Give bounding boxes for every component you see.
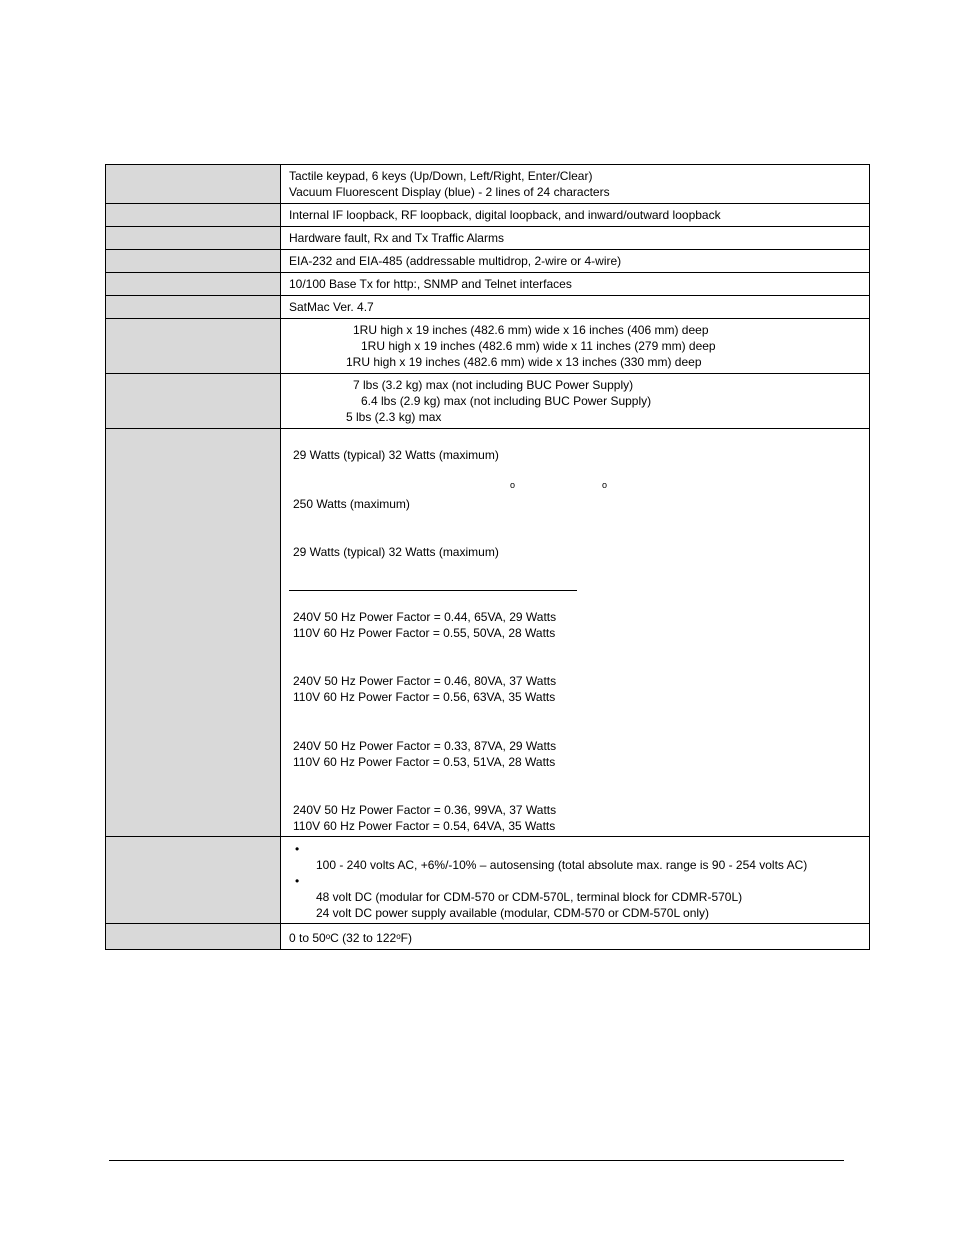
power-line: 29 Watts (typical) 32 Watts (maximum)	[293, 448, 499, 462]
alarms-value: Hardware fault, Rx and Tx Traffic Alarms	[281, 227, 870, 250]
row-label-cell	[106, 227, 281, 250]
row-label-cell	[106, 319, 281, 374]
degree-symbol: o	[602, 480, 608, 490]
supply-line: 100 - 240 volts AC, +6%/-10% – autosensing (total absolute max. range is 90 - 254 volts AC)	[316, 858, 808, 872]
serial-value: EIA-232 and EIA-485 (addressable multidrop, 2-wire or 4-wire)	[281, 250, 870, 273]
row-label-cell	[106, 165, 281, 204]
supply-line: 24 volt DC power supply available (modular, CDM-570 or CDM-570L only)	[316, 906, 710, 920]
row-label-cell	[106, 273, 281, 296]
supply-value	[281, 837, 870, 924]
temperature-text: 0 to 50	[289, 931, 326, 945]
power-factor-line: 110V 60 Hz Power Factor = 0.55, 50VA, 28 Watts	[293, 626, 556, 640]
power-value	[281, 429, 870, 837]
table-row	[106, 837, 870, 924]
power-factor-line: 110V 60 Hz Power Factor = 0.53, 51VA, 28 Watts	[293, 755, 556, 769]
degree-symbol: o	[396, 932, 401, 941]
table-row	[106, 429, 870, 837]
row-label-cell	[106, 837, 281, 924]
divider-line	[289, 590, 577, 591]
weight-line: 7 lbs (3.2 kg) max (not including BUC Power Supply)	[353, 378, 634, 392]
row-label-cell	[106, 250, 281, 273]
dimensions-line: 1RU high x 19 inches (482.6 mm) wide x 13 inches (330 mm) deep	[346, 355, 702, 369]
table-row	[106, 319, 870, 374]
temperature-value	[281, 924, 870, 950]
dimensions-line: 1RU high x 19 inches (482.6 mm) wide x 11 inches (279 mm) deep	[361, 339, 716, 353]
power-factor-line: 240V 50 Hz Power Factor = 0.44, 65VA, 29 Watts	[293, 610, 557, 624]
weight-line: 5 lbs (2.3 kg) max	[346, 410, 442, 424]
power-factor-line: 240V 50 Hz Power Factor = 0.46, 80VA, 37 Watts	[293, 674, 557, 688]
specifications-table	[105, 164, 870, 950]
temperature-text: F)	[400, 931, 412, 945]
supply-line: 48 volt DC (modular for CDM-570 or CDM-570L, terminal block for CDMR-570L)	[316, 890, 743, 904]
table-row	[106, 374, 870, 429]
row-label-cell	[106, 296, 281, 319]
row-label-cell	[106, 924, 281, 950]
power-factor-line: 240V 50 Hz Power Factor = 0.33, 87VA, 29 Watts	[293, 739, 557, 753]
satmac-value: SatMac Ver. 4.7	[281, 296, 870, 319]
table-row	[106, 250, 870, 273]
table-row	[106, 924, 870, 950]
dimensions-line: 1RU high x 19 inches (482.6 mm) wide x 16 inches (406 mm) deep	[353, 323, 709, 337]
loopbacks-value: Internal IF loopback, RF loopback, digital loopback, and inward/outward loopback	[281, 204, 870, 227]
weight-value	[281, 374, 870, 429]
power-line: 29 Watts (typical) 32 Watts (maximum)	[293, 545, 499, 559]
bullet-marker: •	[295, 874, 300, 888]
temperature-text: C (32 to 122	[330, 931, 397, 945]
table-row	[106, 227, 870, 250]
dimensions-value	[281, 319, 870, 374]
power-line: 250 Watts (maximum)	[293, 497, 410, 511]
front-panel-line: Tactile keypad, 6 keys (Up/Down, Left/Right, Enter/Clear)	[289, 169, 593, 183]
footer-rule	[109, 1160, 844, 1161]
table-row	[106, 204, 870, 227]
power-factor-line: 110V 60 Hz Power Factor = 0.56, 63VA, 35 Watts	[293, 690, 556, 704]
power-factor-line: 240V 50 Hz Power Factor = 0.36, 99VA, 37 Watts	[293, 803, 557, 817]
ethernet-value: 10/100 Base Tx for http:, SNMP and Telnet interfaces	[281, 273, 870, 296]
degree-symbol: o	[325, 932, 331, 941]
power-factor-line: 110V 60 Hz Power Factor = 0.54, 64VA, 35 Watts	[293, 819, 556, 833]
front-panel-line: Vacuum Fluorescent Display (blue) - 2 lines of 24 characters	[289, 185, 610, 199]
row-label-cell	[106, 374, 281, 429]
table-row	[106, 165, 870, 204]
table-row	[106, 273, 870, 296]
bullet-marker: •	[295, 842, 300, 856]
front-panel-value	[281, 165, 870, 204]
weight-line: 6.4 lbs (2.9 kg) max (not including BUC Power Supply)	[361, 394, 652, 408]
row-label-cell	[106, 204, 281, 227]
row-label-cell	[106, 429, 281, 837]
degree-symbol: o	[510, 480, 516, 490]
table-row	[106, 296, 870, 319]
